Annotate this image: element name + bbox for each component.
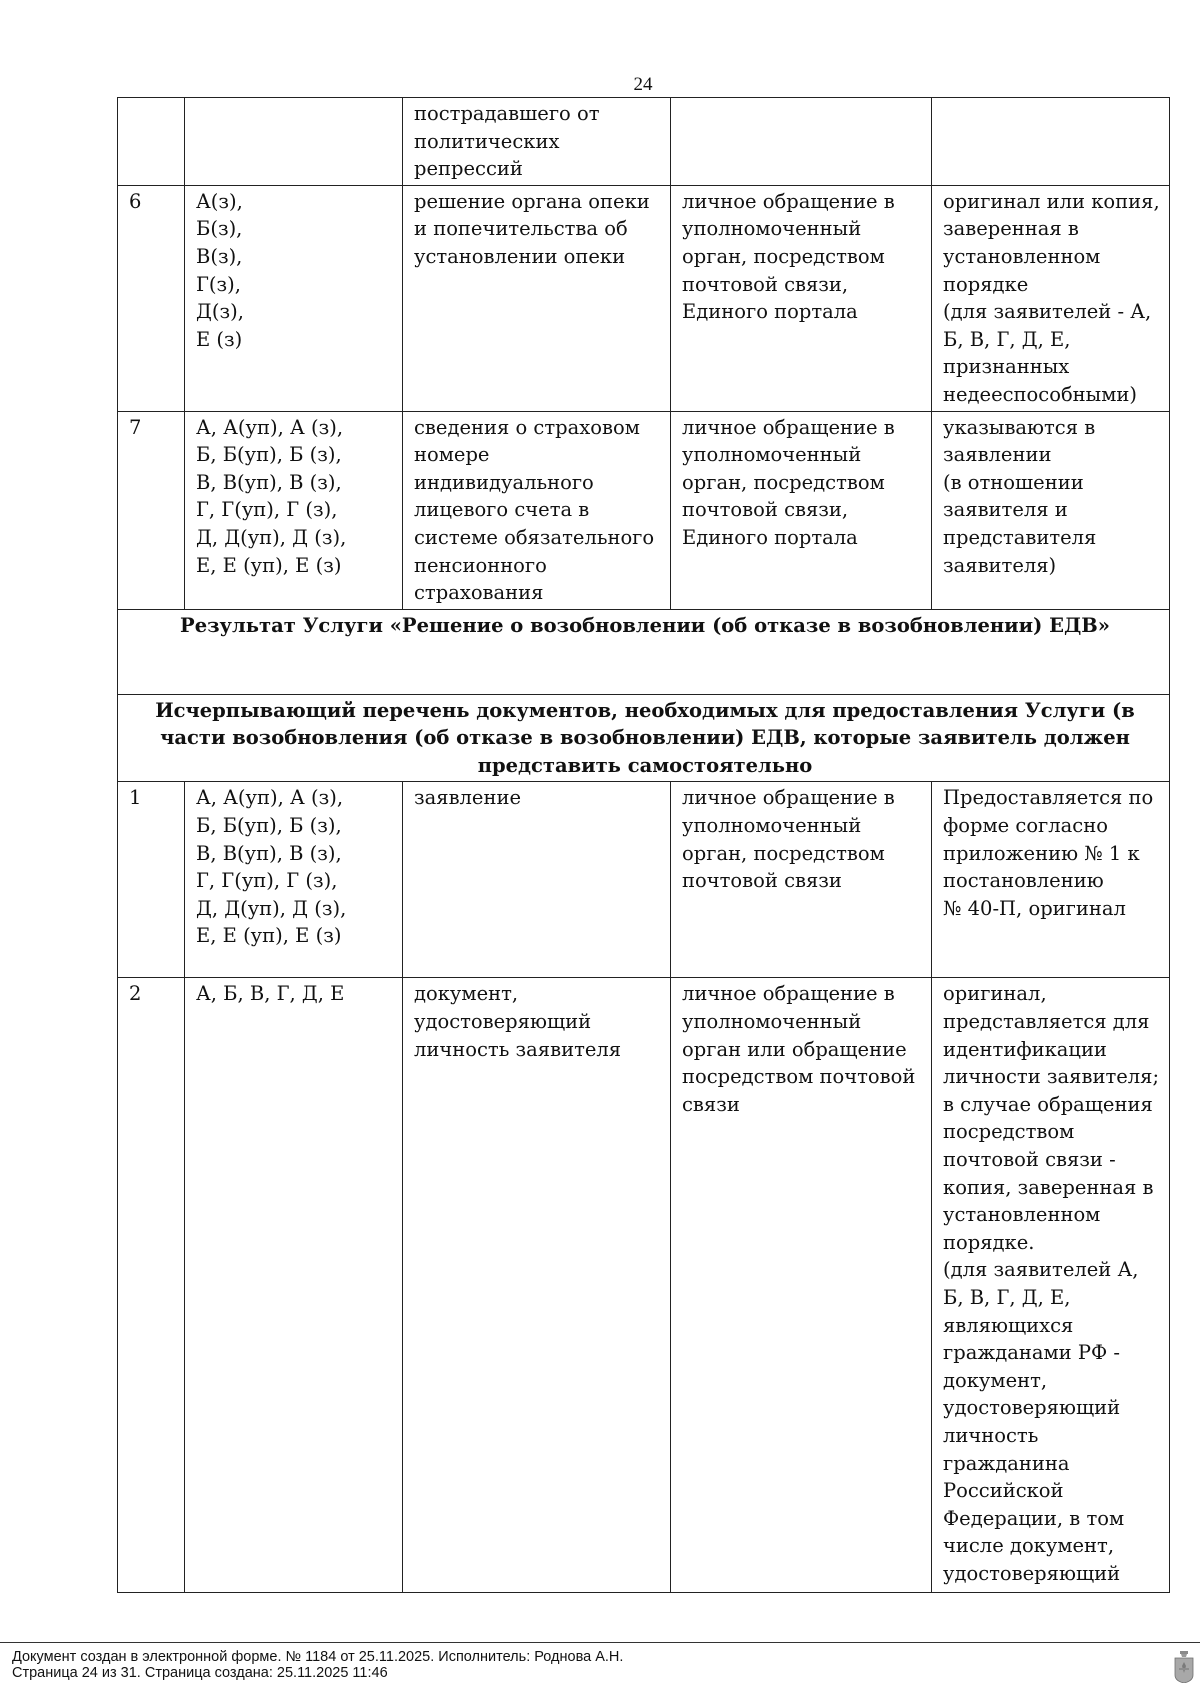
applicant-category-cell [185, 98, 403, 186]
coat-of-arms-icon [1174, 1651, 1194, 1683]
row-number-cell: 1 [118, 782, 185, 978]
document-name-cell: решение органа опеки и попечительства об установлении опеки [403, 185, 671, 411]
applicant-category-cell: А(з), Б(з), В(з), Г(з), Д(з), Е (з) [185, 185, 403, 411]
page-number: 24 [633, 74, 653, 95]
row-number-cell: 2 [118, 978, 185, 1593]
applicant-category-cell: А, Б, В, Г, Д, Е [185, 978, 403, 1593]
document-footer [12, 1649, 623, 1681]
table-row [118, 185, 1170, 411]
section-heading-result: Результат Услуги «Решение о возобновлении (об отказе в возобновлении) ЕДВ» [118, 609, 1170, 694]
footer-page-info: Страница 24 из 31. Страница создана: 25.11.2025 11:46 [12, 1665, 388, 1681]
section-row [118, 609, 1170, 694]
document-name-cell: документ, удостоверяющий личность заявителя [403, 978, 671, 1593]
table-row [118, 98, 1170, 186]
document-form-cell: Предоставляется по форме согласно приложению № 1 к постановлению № 40-П, оригинал [932, 782, 1170, 978]
applicant-category-cell: А, А(уп), А (з), Б, Б(уп), Б (з), В, В(уп), В (з), Г, Г(уп), Г (з), Д, Д(уп), Д (з), Е, Е (уп), Е (з) [185, 782, 403, 978]
submission-method-cell: личное обращение в уполномоченный орган, посредством почтовой связи, Единого портала [671, 411, 932, 609]
section-heading-document-list: Исчерпывающий перечень документов, необходимых для предоставления Услуги (в части возобновления (об отказе в возобновлении) ЕДВ, которые заявитель должен представить самостоятельно [118, 694, 1170, 782]
submission-method-cell: личное обращение в уполномоченный орган, посредством почтовой связи [671, 782, 932, 978]
section-row [118, 694, 1170, 782]
documents-table [117, 97, 1170, 1593]
applicant-category-cell: А, А(уп), А (з), Б, Б(уп), Б (з), В, В(уп), В (з), Г, Г(уп), Г (з), Д, Д(уп), Д (з), Е, Е (уп), Е (з) [185, 411, 403, 609]
submission-method-cell [671, 98, 932, 186]
document-form-cell: указываются в заявлении (в отношении заявителя и представителя заявителя) [932, 411, 1170, 609]
document-name-cell: пострадавшего от политических репрессий [403, 98, 671, 186]
document-form-cell: оригинал или копия, заверенная в установленном порядке (для заявителей - А, Б, В, Г, Д, Е, признанных недееспособными) [932, 185, 1170, 411]
row-number-cell: 7 [118, 411, 185, 609]
document-form-cell: оригинал, представляется для идентификации личности заявителя; в случае обращения посредством почтовой связи - копия, заверенная в установленном порядке. (для заявителей А, Б, В, Г, Д, Е, являющихся гражданами РФ - документ, удостоверяющий личность гражданина Российской Федерации, в том числе документ, удостоверяющий [932, 978, 1170, 1593]
table-row [118, 411, 1170, 609]
row-number-cell [118, 98, 185, 186]
document-form-cell [932, 98, 1170, 186]
table-row [118, 782, 1170, 978]
table-row [118, 978, 1170, 1593]
row-number-cell: 6 [118, 185, 185, 411]
document-name-cell: сведения о страховом номере индивидуального лицевого счета в системе обязательного пенсионного страхования [403, 411, 671, 609]
submission-method-cell: личное обращение в уполномоченный орган, посредством почтовой связи, Единого портала [671, 185, 932, 411]
footer-divider [0, 1642, 1200, 1643]
footer-document-info: Документ создан в электронной форме. № 1184 от 25.11.2025. Исполнитель: Роднова А.Н. [12, 1649, 624, 1665]
document-name-cell: заявление [403, 782, 671, 978]
submission-method-cell: личное обращение в уполномоченный орган или обращение посредством почтовой связи [671, 978, 932, 1593]
